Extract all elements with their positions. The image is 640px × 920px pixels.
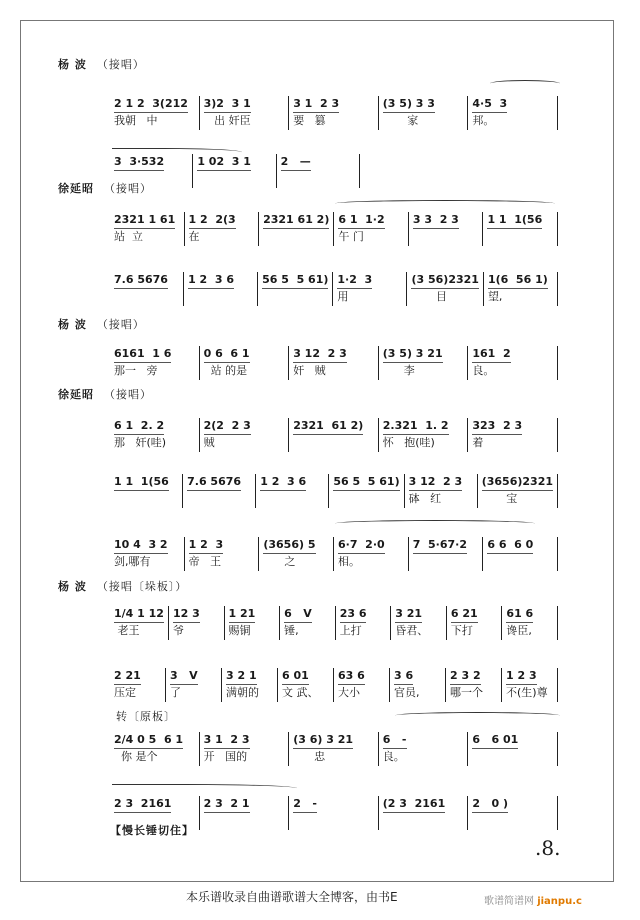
notes: (3 5) 3 21 (383, 346, 443, 363)
measure (289, 96, 379, 130)
notes: 61 6 (506, 606, 533, 623)
score-system (110, 537, 558, 571)
lyrics: 爷 (172, 624, 184, 637)
lyrics: 大小 (338, 686, 360, 699)
measure (409, 537, 484, 571)
notes: 6 6 6 0 (487, 537, 533, 554)
notes: 3 1 2 3 (293, 96, 339, 113)
notes: 6 1 1·2 (338, 212, 384, 229)
slur (112, 784, 297, 791)
measure (468, 732, 558, 766)
slur (335, 520, 535, 527)
lyrics: 良。 (472, 364, 495, 377)
measure (110, 154, 193, 188)
notes: 2 1 2 3(212 (114, 96, 188, 113)
notes: 1 2 3 (189, 537, 223, 554)
lyrics: 李 (382, 364, 415, 377)
notes: 1(6 56 1) (488, 272, 548, 289)
measure (200, 796, 290, 830)
measure (110, 474, 183, 508)
measure (446, 668, 502, 702)
measure (334, 668, 390, 702)
measure (110, 96, 200, 130)
notes: 1/4 1 12 (114, 606, 164, 623)
lyrics: 你 是个 (114, 750, 158, 763)
measure (334, 212, 409, 246)
notes: 7.6 5676 (187, 474, 241, 491)
lyrics: 宝 (481, 492, 518, 505)
measure (483, 212, 558, 246)
score-system (110, 474, 558, 508)
notes: 56 5 5 61) (333, 474, 399, 491)
singer-label: 杨 波 （接唱〔垛板〕） (58, 580, 188, 593)
lyrics: 忠 (293, 750, 326, 763)
measure (259, 537, 334, 571)
measure (110, 732, 200, 766)
measure (193, 154, 276, 188)
lyrics: 良。 (382, 750, 405, 763)
page-number: .8. (535, 836, 561, 860)
lyrics: 怀 抱(哇) (382, 436, 435, 449)
measure (110, 606, 169, 640)
measure (329, 474, 404, 508)
notes: 2(2 2 3 (204, 418, 251, 435)
notes: 63 6 (338, 668, 365, 685)
measure (502, 606, 558, 640)
measure (390, 668, 446, 702)
notes: 2 3 2 1 (204, 796, 250, 813)
measure (478, 474, 558, 508)
lyrics: 砵 红 (408, 492, 442, 505)
measure (277, 154, 360, 188)
measure (289, 732, 379, 766)
lyrics: 帝 王 (188, 555, 222, 568)
lyrics: 之 (263, 555, 296, 568)
measure (110, 796, 200, 830)
measure (447, 606, 503, 640)
notes: 2/4 0 5 6 1 (114, 732, 183, 749)
notes: 6 - (383, 732, 407, 749)
notes: 2 — (281, 154, 311, 171)
measure (379, 796, 469, 830)
measure (483, 537, 558, 571)
singer-label: 徐延昭 （接唱） (58, 182, 152, 195)
notes: 10 4 3 2 (114, 537, 168, 554)
lyrics: 下打 (450, 624, 473, 637)
measure (379, 732, 469, 766)
measure (289, 346, 379, 380)
notes: 3 3·532 (114, 154, 164, 171)
measure (484, 272, 558, 306)
measure (333, 272, 407, 306)
measure (110, 346, 200, 380)
slur (490, 80, 560, 87)
measure (289, 418, 379, 452)
measure (200, 732, 290, 766)
notes: 3 12 2 3 (409, 474, 463, 491)
lyrics: 昏君、 (395, 624, 429, 637)
lyrics: 午 门 (338, 230, 364, 243)
lyrics: 剑,哪有 (114, 555, 151, 568)
notes: 2321 1 61 (114, 212, 175, 229)
lyrics: 文 武、 (282, 686, 319, 699)
measure (391, 606, 447, 640)
lyrics: 在 (188, 230, 200, 243)
notes: 6·7 2·0 (338, 537, 385, 554)
measure (278, 668, 334, 702)
notes: 7.6 5676 (114, 272, 168, 289)
score-system (110, 346, 558, 380)
lyrics: 家 (382, 114, 419, 127)
notes: 1 2 2(3 (189, 212, 236, 229)
measure (110, 212, 185, 246)
measure (185, 212, 260, 246)
singer-label: 杨 波 （接唱） (58, 318, 145, 331)
measure (183, 474, 256, 508)
measure (334, 537, 409, 571)
notes: 6 01 (282, 668, 309, 685)
score-system (110, 154, 360, 188)
notes: 323 2 3 (472, 418, 522, 435)
lyrics: 那一 旁 (114, 364, 158, 377)
notes: 56 5 5 61) (262, 272, 328, 289)
notes: 1 21 (229, 606, 256, 623)
measure (468, 346, 558, 380)
measure (280, 606, 336, 640)
notes: (3656)2321 (482, 474, 553, 491)
notes: 3 1 2 3 (204, 732, 250, 749)
lyrics: 哪一个 (450, 686, 483, 699)
notes: 2 3 2 (450, 668, 481, 685)
measure (110, 272, 184, 306)
measure (200, 96, 290, 130)
notes: 3)2 3 1 (204, 96, 251, 113)
notes: 161 2 (472, 346, 510, 363)
measure (200, 418, 290, 452)
notes: 6 6 01 (472, 732, 518, 749)
notes: 7 5·67·2 (413, 537, 467, 554)
score-system (110, 732, 558, 766)
lyrics: 相。 (338, 555, 361, 568)
measure (169, 606, 225, 640)
ending-mark: 【慢长锤切住】 (110, 824, 194, 837)
notes: 6161 1 6 (114, 346, 171, 363)
measure (110, 668, 166, 702)
notes: 6 1 2. 2 (114, 418, 164, 435)
notes: 6 21 (451, 606, 478, 623)
lyrics: 官员, (394, 686, 420, 699)
measure (222, 668, 278, 702)
watermark: 歌谱简谱网 jianpu.c (484, 896, 582, 907)
notes: 1 2 3 (506, 668, 537, 685)
notes: (3 6) 3 21 (293, 732, 353, 749)
lyrics: 要 篡 (293, 114, 326, 127)
lyrics: 锤, (284, 624, 299, 637)
notes: (3656) 5 (263, 537, 315, 554)
lyrics: 望, (487, 290, 503, 303)
lyrics: 着 (472, 436, 484, 449)
score-system (110, 796, 558, 830)
notes: 1 2 3 6 (260, 474, 306, 491)
measure (110, 537, 185, 571)
measure (184, 272, 258, 306)
measure (289, 796, 379, 830)
measure (379, 418, 469, 452)
lyrics: 赐铜 (228, 624, 251, 637)
measure (185, 537, 260, 571)
lyrics: 站 的是 (203, 364, 248, 377)
measure (166, 668, 222, 702)
notes: 4·5 3 (472, 96, 507, 113)
singer-label: 杨 波 （接唱） (58, 58, 145, 71)
measure (200, 346, 290, 380)
measure (409, 212, 484, 246)
score-system (110, 668, 558, 702)
notes: 2321 61 2) (263, 212, 329, 229)
lyrics: 我朝 中 (114, 114, 158, 127)
lyrics: 上打 (339, 624, 362, 637)
measure (502, 668, 558, 702)
notes: 23 6 (340, 606, 367, 623)
singer-label: 徐延昭 （接唱） (58, 388, 152, 401)
notes: (3 56)2321 (411, 272, 478, 289)
measure (468, 96, 558, 130)
measure (468, 418, 558, 452)
lyrics: 压定 (114, 686, 136, 699)
score-system (110, 96, 558, 130)
score-system (110, 418, 558, 452)
footer-text: 本乐谱收录自曲谱歌谱大全博客，由书E (186, 890, 398, 904)
lyrics: 邦。 (472, 114, 495, 127)
lyrics: 满朝的 (226, 686, 259, 699)
measure (379, 346, 469, 380)
notes: 1·2 3 (337, 272, 372, 289)
measure (259, 212, 334, 246)
measure (405, 474, 478, 508)
lyrics: 不(生)尊 (506, 686, 548, 699)
measure (256, 474, 329, 508)
measure (379, 96, 469, 130)
slur (335, 200, 555, 207)
lyrics: 开 国的 (203, 750, 248, 763)
score-system (110, 272, 558, 306)
notes: 2 - (293, 796, 317, 813)
notes: 3 3 2 3 (413, 212, 459, 229)
measure (110, 418, 200, 452)
measure (258, 272, 333, 306)
notes: 2 21 (114, 668, 141, 685)
notes: 2 3 2161 (114, 796, 171, 813)
notes: 1 2 3 6 (188, 272, 234, 289)
lyrics: 站 立 (114, 230, 143, 243)
notes: 2 0 ) (472, 796, 508, 813)
score-system (110, 606, 558, 640)
notes: 3 21 (395, 606, 422, 623)
notes: 2.321 1. 2 (383, 418, 449, 435)
notes: (2 3 2161 (383, 796, 445, 813)
notes: (3 5) 3 3 (383, 96, 435, 113)
tempo-change: 转〔原板〕 (116, 710, 176, 723)
lyrics: 奸 贼 (293, 364, 326, 377)
notes: 3 2 1 (226, 668, 257, 685)
lyrics: 那 奸(哇) (114, 436, 167, 449)
lyrics: 老王 (114, 624, 140, 637)
slur (395, 712, 560, 719)
notes: 3 6 (394, 668, 413, 685)
notes: 1 1 1(56 (487, 212, 542, 229)
lyrics: 用 (337, 290, 349, 303)
score-system (110, 212, 558, 246)
lyrics: 了 (170, 686, 181, 699)
notes: 1 02 3 1 (197, 154, 251, 171)
measure (336, 606, 392, 640)
notes: 0 6 6 1 (204, 346, 250, 363)
lyrics: 贼 (203, 436, 215, 449)
measure (225, 606, 281, 640)
notes: 1 1 1(56 (114, 474, 169, 491)
lyrics: 出 奸臣 (203, 114, 251, 127)
measure (468, 796, 558, 830)
notes: 3 12 2 3 (293, 346, 347, 363)
notes: 3 V (170, 668, 198, 685)
lyrics: 谗臣, (506, 624, 532, 637)
notes: 2321 61 2) (293, 418, 363, 435)
notes: 6 V (284, 606, 312, 623)
measure (407, 272, 483, 306)
notes: 12 3 (173, 606, 200, 623)
lyrics: 目 (411, 290, 447, 303)
